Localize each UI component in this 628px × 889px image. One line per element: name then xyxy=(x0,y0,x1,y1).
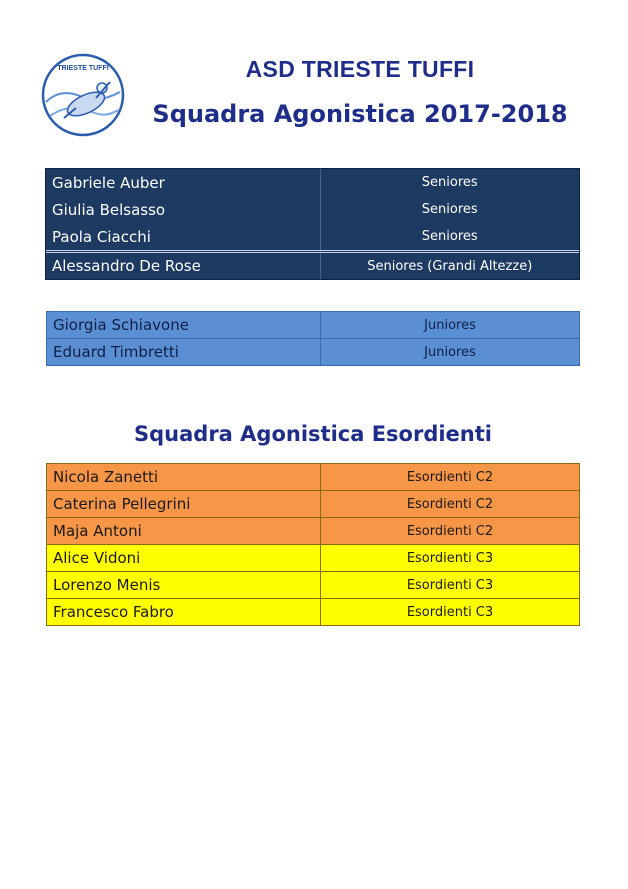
esordienti-table xyxy=(46,463,580,626)
athlete-category: Esordienti C2 xyxy=(321,491,580,518)
athlete-name: Caterina Pellegrini xyxy=(47,491,321,518)
athlete-name: Giulia Belsasso xyxy=(46,196,320,223)
table-row xyxy=(46,223,579,252)
table-row xyxy=(46,169,579,196)
table-row xyxy=(47,491,580,518)
athlete-name: Lorenzo Menis xyxy=(47,572,321,599)
athlete-name: Giorgia Schiavone xyxy=(47,312,321,339)
athlete-name: Eduard Timbretti xyxy=(47,339,321,366)
table-row xyxy=(47,312,580,339)
esordienti-title: Squadra Agonistica Esordienti xyxy=(134,422,492,446)
table-row xyxy=(46,196,579,223)
athlete-name: Paola Ciacchi xyxy=(46,223,320,252)
athlete-name: Francesco Fabro xyxy=(47,599,321,626)
season-title: Squadra Agonistica 2017-2018 xyxy=(152,100,568,128)
athlete-category: Seniores xyxy=(421,202,478,217)
athlete-category: Esordienti C3 xyxy=(321,572,580,599)
table-row xyxy=(46,252,579,280)
table-row xyxy=(47,599,580,626)
seniores-table xyxy=(46,169,579,279)
table-row xyxy=(47,518,580,545)
club-logo xyxy=(40,52,126,138)
athlete-category: Juniores xyxy=(321,339,580,366)
athlete-category: Seniores (Grandi Altezze) xyxy=(320,252,579,280)
athlete-name: Gabriele Auber xyxy=(46,169,320,196)
athlete-category: Esordienti C3 xyxy=(321,599,580,626)
table-row xyxy=(47,545,580,572)
athlete-category: Esordienti C2 xyxy=(321,464,580,491)
athlete-name: Alice Vidoni xyxy=(47,545,321,572)
athlete-category: Seniores xyxy=(421,175,478,190)
athlete-category: Esordienti C2 xyxy=(321,518,580,545)
table-row xyxy=(47,339,580,366)
table-row xyxy=(47,572,580,599)
table-row xyxy=(47,464,580,491)
athlete-category: Juniores xyxy=(321,312,580,339)
athlete-name: Maja Antoni xyxy=(47,518,321,545)
athlete-category: Seniores xyxy=(421,229,478,244)
club-name: ASD TRIESTE TUFFI xyxy=(245,56,475,82)
athlete-name: Nicola Zanetti xyxy=(47,464,321,491)
athlete-name: Alessandro De Rose xyxy=(46,252,320,280)
logo-text: TRIESTE TUFFI xyxy=(57,65,109,72)
juniores-table xyxy=(46,311,580,366)
athlete-category: Esordienti C3 xyxy=(321,545,580,572)
